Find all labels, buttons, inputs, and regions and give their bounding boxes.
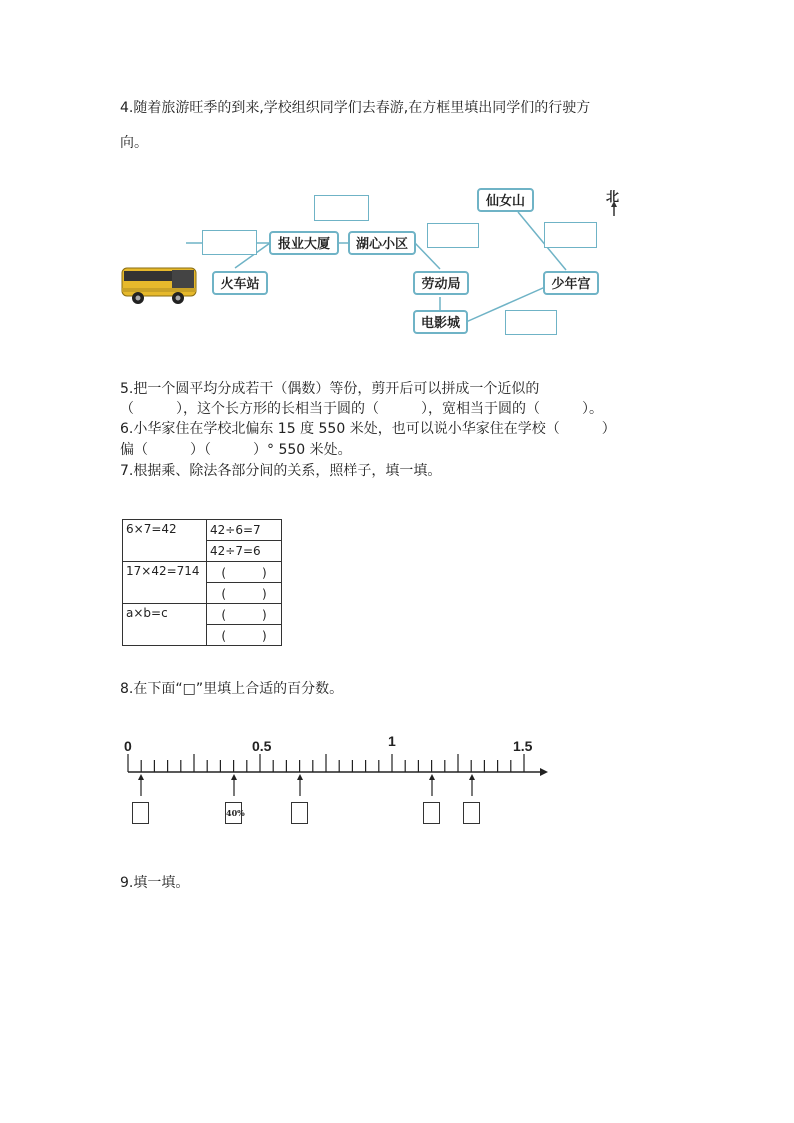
relation-table: [122, 519, 282, 646]
tick-label-1.5: 1.5: [513, 738, 533, 754]
table-cell-left: a×b=c: [123, 604, 207, 646]
q4-text-line2: 向。: [120, 135, 148, 151]
percent-box-3[interactable]: [423, 802, 440, 824]
place-huxin: 湖心小区: [348, 231, 416, 255]
percent-box-example: 40%: [225, 802, 242, 824]
direction-box-1[interactable]: [202, 230, 257, 255]
pointer-arrows: [141, 776, 472, 796]
q9-title: 9.填一填。: [120, 875, 190, 891]
table-cell-right: 42÷6=7: [207, 520, 282, 541]
place-dianyingcheng: 电影城: [413, 310, 468, 334]
place-shaoniangong: 少年宫: [543, 271, 599, 295]
answer-blank[interactable]: ( ): [221, 607, 267, 622]
tick-label-1: 1: [388, 733, 396, 749]
direction-box-5[interactable]: [505, 310, 557, 335]
table-cell-left: 17×42=714: [123, 562, 207, 604]
table-cell-left: 6×7=42: [123, 520, 207, 562]
answer-blank[interactable]: ( ): [221, 628, 267, 643]
direction-box-2[interactable]: [314, 195, 369, 221]
q6-text-line1: 6.小华家住在学校北偏东 15 度 550 米处，也可以说小华家住在学校（ ）: [120, 421, 616, 437]
percent-box-2[interactable]: [291, 802, 308, 824]
tick-label-0: 0: [124, 738, 132, 754]
answer-blank[interactable]: ( ): [221, 586, 267, 601]
table-cell-answer[interactable]: [207, 562, 282, 583]
percent-box-4[interactable]: [463, 802, 480, 824]
table-row: [123, 604, 282, 625]
q7-title: 7.根据乘、除法各部分间的关系，照样子，填一填。: [120, 463, 442, 479]
q8-title: 8.在下面“□”里填上合适的百分数。: [120, 681, 344, 697]
percent-box-1[interactable]: [132, 802, 149, 824]
table-row: [123, 562, 282, 583]
direction-box-3[interactable]: [427, 223, 479, 248]
q5-text-line2: （ ），这个长方形的长相当于圆的（ ），宽相当于圆的（ ）。: [120, 401, 603, 417]
q6-text-line2: 偏（ ）（ ）° 550 米处。: [120, 442, 352, 458]
table-cell-answer[interactable]: [207, 625, 282, 646]
place-xiannvshan: 仙女山: [477, 188, 534, 212]
bus-icon: [118, 262, 200, 306]
place-laodongju: 劳动局: [413, 271, 469, 295]
table-row: [123, 520, 282, 541]
table-cell-answer[interactable]: [207, 583, 282, 604]
answer-blank[interactable]: ( ): [221, 565, 267, 580]
table-cell-answer[interactable]: [207, 604, 282, 625]
axis-arrow-icon: [540, 768, 548, 776]
number-line-axis: [0, 740, 794, 800]
place-baoye: 报业大厦: [269, 231, 339, 255]
north-label: 北: [606, 190, 620, 205]
q4-text-line1: 4.随着旅游旺季的到来,学校组织同学们去春游,在方框里填出同学们的行驶方: [120, 100, 591, 116]
place-huochezhan: 火车站: [212, 271, 268, 295]
direction-box-4[interactable]: [544, 222, 597, 248]
tick-label-0.5: 0.5: [252, 738, 272, 754]
table-cell-right: 42÷7=6: [207, 541, 282, 562]
q5-text-line1: 5.把一个圆平均分成若干（偶数）等份，剪开后可以拼成一个近似的: [120, 381, 540, 397]
